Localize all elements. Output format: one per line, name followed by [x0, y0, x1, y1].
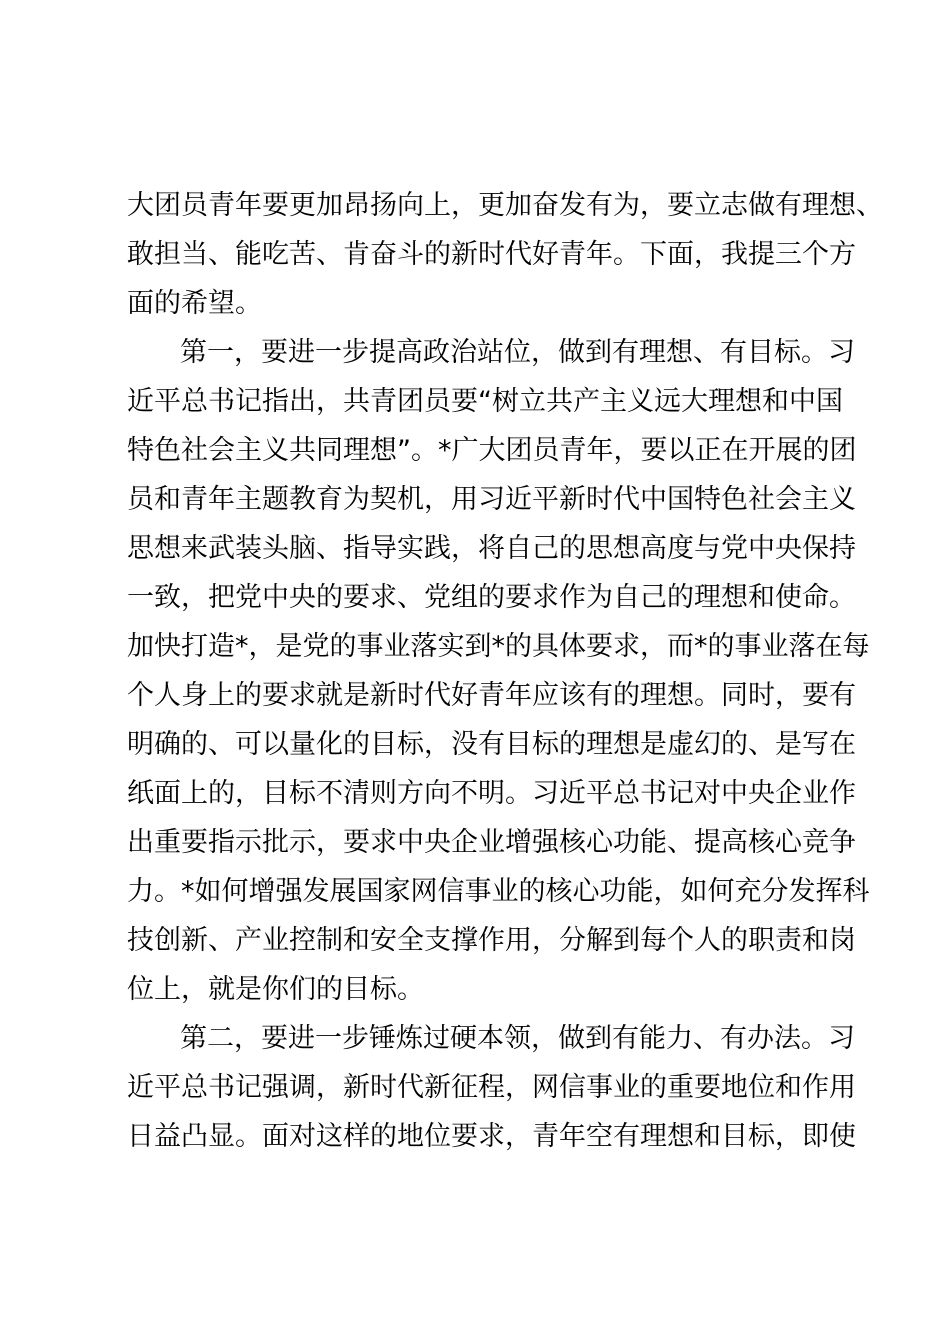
- text-line: 个人身上的要求就是新时代好青年应该有的理想。同时，要有: [127, 680, 856, 711]
- text-line: 敢担当、能吃苦、肯奋斗的新时代好青年。下面，我提三个方: [127, 239, 856, 270]
- text-line: 员和青年主题教育为契机，用习近平新时代中国特色社会主义: [127, 484, 856, 515]
- text-line: 纸面上的，目标不清则方向不明。习近平总书记对中央企业作: [127, 778, 856, 809]
- paragraph-first-line: 第一，要进一步提高政治站位，做到有理想、有目标。习: [180, 337, 855, 368]
- text-line: 明确的、可以量化的目标，没有目标的理想是虚幻的、是写在: [127, 729, 856, 760]
- paragraph-first-line: 第二，要进一步锤炼过硬本领，做到有能力、有办法。习: [180, 1023, 855, 1054]
- text-line: 思想来武装头脑、指导实践，将自己的思想高度与党中央保持: [127, 533, 856, 564]
- text-line: 特色社会主义共同理想”。*广大团员青年，要以正在开展的团: [127, 435, 857, 466]
- text-line: 大团员青年要更加昂扬向上，更加奋发有为，要立志做有理想、: [127, 190, 883, 221]
- text-line: 出重要指示批示，要求中央企业增强核心功能、提高核心竞争: [127, 827, 856, 858]
- text-line: 一致，把党中央的要求、党组的要求作为自己的理想和使命。: [127, 582, 856, 613]
- text-line: 面的希望。: [127, 288, 262, 319]
- text-line: 日益凸显。面对这样的地位要求，青年空有理想和目标，即使: [127, 1121, 856, 1152]
- text-line: 近平总书记指出，共青团员要“树立共产主义远大理想和中国: [127, 386, 843, 417]
- text-line: 位上，就是你们的目标。: [127, 974, 424, 1005]
- text-line: 技创新、产业控制和安全支撑作用，分解到每个人的职责和岗: [127, 925, 856, 956]
- text-line: 近平总书记强调，新时代新征程，网信事业的重要地位和作用: [127, 1072, 856, 1103]
- text-line: 力。*如何增强发展国家网信事业的核心功能，如何充分发挥科: [127, 876, 870, 907]
- text-line: 加快打造*，是党的事业落实到*的具体要求，而*的事业落在每: [127, 631, 870, 662]
- document-body: [127, 181, 883, 1161]
